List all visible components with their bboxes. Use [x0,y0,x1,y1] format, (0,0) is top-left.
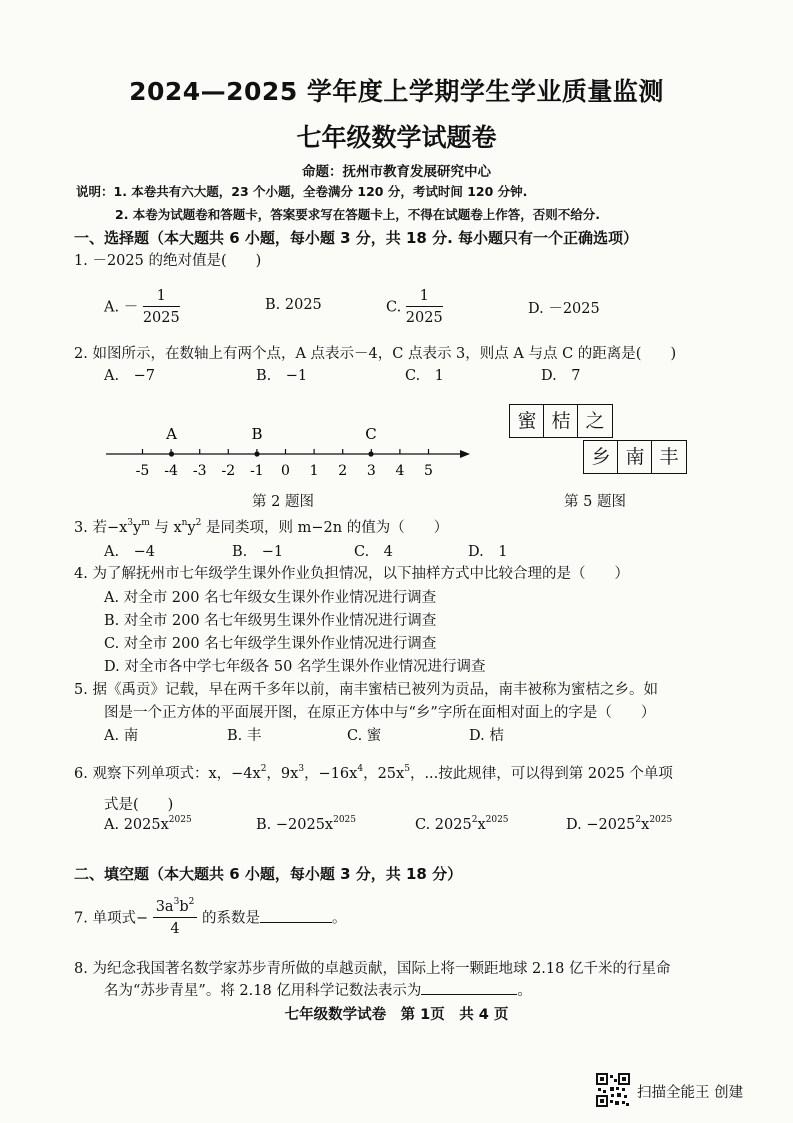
q8-line-2-text: 名为“苏步青星”。将 2.18 亿用科学记数法表示为 [104,983,422,999]
q6-d-text: D. −2025 [566,817,636,833]
q6-a-text: A. 2025x [104,817,169,833]
q2-option-a: A. −7 [104,368,155,384]
q6-stem [74,762,673,783]
q1-stem: 1. －2025 的绝对值是( ) [74,253,262,269]
q1-option-d: D. －2025 [528,301,600,317]
figure-2-caption: 第 2 题图 [252,494,314,510]
q6-b-sup: 2025 [333,815,357,825]
number-line-tick-label: 2 [338,463,348,479]
exam-author: 命题：抚州市教育发展研究中心 [302,164,491,180]
q6-text-4: ，25x [363,766,405,782]
q1-c-denominator: 2025 [405,310,443,326]
q7-end: 。 [331,910,347,927]
q6-c-mid: x [477,817,486,833]
q1-a-numerator: 1 [143,286,180,307]
q6-text-3: ，−16x [304,766,358,782]
q7-answer-blank[interactable] [260,922,332,923]
q3-option-c: C. 4 [354,544,393,560]
q7-num-b: b [179,899,189,915]
q6-a-sup: 2025 [168,815,192,825]
cube-face-5: 南 [617,440,653,474]
q7-num-sup-2: 2 [188,897,195,907]
q5-option-d: D. 桔 [469,728,504,744]
exam-title: 2024—2025 学年度上学期学生学业质量监测 [129,77,664,106]
cube-face-3: 之 [577,404,613,438]
q7-num-sup-1: 3 [173,897,180,907]
q1-option-a [104,286,180,329]
q7-stem [74,897,346,940]
number-line-tick-label: -5 [135,463,150,479]
section-1-heading: 一、选择题（本大题共 6 小题，每小题 3 分，共 18 分. 每小题只有一个正确选项） [74,229,639,247]
q1-option-c-prefix: C. [386,299,402,316]
q1-option-c-fraction [406,286,443,329]
figure-5-caption: 第 5 题图 [564,494,626,510]
number-line-tick-label: 3 [366,463,376,479]
section-2-heading: 二、填空题（本大题共 6 小题，每小题 3 分，共 18 分） [74,865,463,883]
q3-option-b: B. −1 [232,544,284,560]
q1-option-b: B. 2025 [265,297,322,313]
q3-text-3: 与 x [149,520,182,536]
q6-text-2: ，9x [266,766,299,782]
q2-option-d: D. 7 [541,368,581,384]
q6-line-2: 式是( ) [104,797,174,813]
q1-option-c [386,286,443,329]
q6-d-sup-2: 2025 [649,815,673,825]
q8-line-1: 8. 为纪念我国著名数学家苏步青所做的卓越贡献，国际上将一颗距地球 2.18 亿千米的行星命 [74,961,671,977]
q6-c-sup-1: 2 [471,815,478,825]
cube-face-6: 丰 [651,440,687,474]
q6-text-5: ，...按此规律，可以得到第 2025 个单项 [409,766,673,782]
q3-option-a: A. −4 [104,544,155,560]
q6-sup-2: 3 [298,764,305,774]
q2-stem: 2. 如图所示，在数轴上有两个点，A 点表示－4，C 点表示 3，则点 A 与点 C 的距离是( ) [74,346,677,362]
scanner-watermark: 扫描全能王 创建 [637,1085,744,1101]
number-line-tick-label: 5 [424,463,433,479]
q4-option-a: A. 对全市 200 名七年级女生课外作业情况进行调查 [104,590,437,606]
q3-sup-4: 2 [195,518,202,528]
q3-sup-3: n [181,518,188,528]
q6-option-c [415,817,509,833]
number-line-tick-label: -4 [164,463,178,479]
point-c-label: C [365,425,377,443]
point-a-dot [169,451,174,456]
q6-option-a [104,817,192,833]
number-line-figure [100,420,480,482]
exam-subtitle: 七年级数学试题卷 [296,123,497,152]
point-a-label: A [166,425,177,443]
notes-line-1: 说明：1. 本卷共有六大题，23 个小题，全卷满分 120 分，考试时间 120 分钟. [76,184,528,199]
q2-option-c: C. 1 [405,368,444,384]
q6-d-sup-1: 2 [635,815,642,825]
q8-answer-blank[interactable] [421,994,517,995]
cube-net-figure [509,404,689,476]
point-c-dot [368,451,373,456]
q6-sup-4: 5 [404,764,410,774]
q6-text-1: 6. 观察下列单项式：x，−4x [74,766,261,782]
q6-d-mid: x [641,817,650,833]
q8-end: 。 [517,983,532,999]
q1-a-denominator: 2025 [142,310,180,326]
q5-option-c: C. 蜜 [347,728,382,744]
q3-option-d: D. 1 [468,544,508,560]
number-line-tick-label: 0 [281,463,290,479]
q6-c-sup-2: 2025 [485,815,509,825]
page-footer: 七年级数学试卷 第 1页 共 4 页 [284,1007,509,1023]
q5-option-a: A. 南 [104,728,139,744]
q5-line-1: 5. 据《禹贡》记载，早在两千多年以前，南丰蜜桔已被列为贡品，南丰被称为蜜桔之乡。如 [74,682,658,698]
number-line-tick-label: -3 [192,463,207,479]
q6-sup-1: 2 [260,764,267,774]
q5-option-b: B. 丰 [227,728,262,744]
q3-text-2: y [133,520,142,536]
q6-sup-3: 4 [357,764,364,774]
q1-option-a-prefix: A. － [104,299,139,316]
q5-line-2: 图是一个正方体的平面展开图，在原正方体中与“乡”字所在面相对面上的字是（ ） [104,705,656,721]
q3-sup-2: m [141,518,150,528]
q4-option-d: D. 对全市各中学七年级各 50 名学生课外作业情况进行调查 [104,659,486,675]
number-line-arrow [460,450,470,458]
q7-num-a: 3a [155,899,174,915]
q3-stem [74,516,448,537]
q3-sup-1: 3 [127,518,134,528]
q8-line-2 [104,979,532,1000]
q6-c-text: C. 2025 [415,817,472,833]
cube-face-2: 桔 [543,404,579,438]
q1-c-numerator: 1 [406,286,443,307]
cube-face-4: 乡 [583,440,619,474]
q3-text-1: 3. 若−x [74,520,128,536]
q7-numerator [153,897,198,918]
number-line-tick-label: -2 [221,463,236,479]
q7-prefix: 7. 单项式− [74,910,149,927]
q1-option-a-fraction [143,286,180,329]
qr-code-icon [596,1073,630,1107]
number-line-tick-label: 1 [309,463,319,479]
q6-option-b [256,817,356,833]
q4-stem: 4. 为了解抚州市七年级学生课外作业负担情况，以下抽样方式中比较合理的是（ ） [74,566,629,582]
q4-option-c: C. 对全市 200 名七年级学生课外作业情况进行调查 [104,636,437,652]
cube-face-1: 蜜 [509,404,545,438]
q6-option-d [566,817,672,833]
q6-b-text: B. −2025x [256,817,334,833]
notes-line-2: 2. 本卷为试题卷和答题卡，答案要求写在答题卡上，不得在试题卷上作答，否则不给分. [115,207,601,222]
number-line-tick-label: -1 [250,463,264,479]
q4-option-b: B. 对全市 200 名七年级男生课外作业情况进行调查 [104,613,437,629]
point-b-label: B [251,425,263,443]
number-line-tick-label: 4 [395,463,405,479]
q7-denominator: 4 [170,921,180,937]
q3-text-5: 是同类项，则 m−2n 的值为（ ） [201,520,449,536]
q2-option-b: B. −1 [256,368,308,384]
q7-suffix: 的系数是 [201,910,260,927]
q3-text-4: y [187,520,196,536]
point-b-dot [254,451,259,456]
q7-fraction [153,897,198,940]
